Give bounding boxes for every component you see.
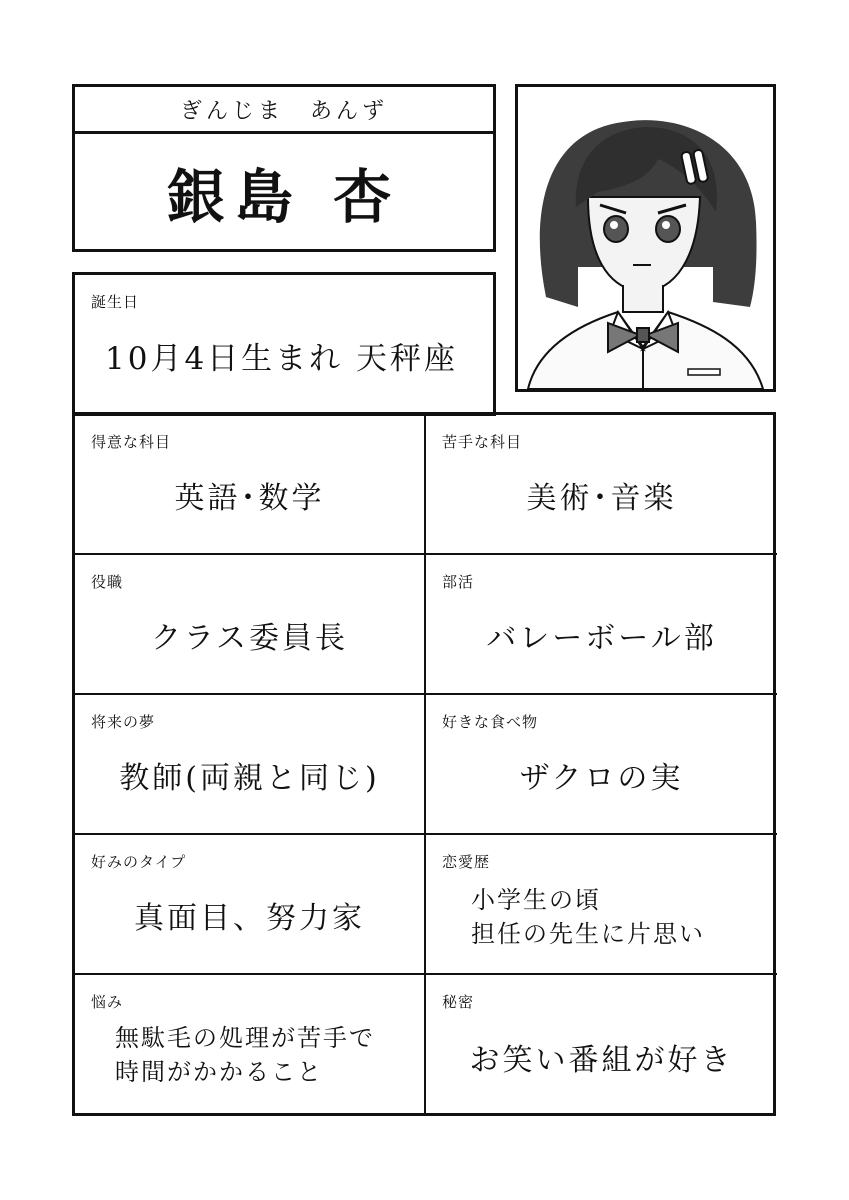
portrait-illustration (518, 87, 773, 389)
cell-value: 真面目、努力家 (134, 901, 365, 936)
cell-value: クラス委員長 (150, 621, 349, 656)
profile-cell-favorite-food (426, 695, 777, 835)
cell-label: 苦手な科目 (442, 433, 523, 451)
cell-label: 秘密 (442, 993, 475, 1011)
cell-value-line1: 無駄毛の処理が苦手で (115, 1024, 375, 1052)
profile-grid (72, 412, 776, 1116)
cell-label: 悩み (91, 993, 124, 1011)
cell-value: ザクロの実 (519, 761, 684, 796)
birthday-box (72, 272, 496, 416)
cell-label: 恋愛歴 (442, 853, 491, 871)
cell-label: 好みのタイプ (91, 853, 187, 871)
profile-cell-strong-subjects (75, 415, 426, 555)
profile-cell-weak-subjects (426, 415, 777, 555)
profile-cell-ideal-type (75, 835, 426, 975)
cell-label: 部活 (442, 573, 475, 591)
profile-cell-secret (426, 975, 777, 1115)
cell-label: 好きな食べ物 (442, 713, 539, 731)
cell-value: バレーボール部 (486, 621, 717, 656)
cell-value: 美術･音楽 (526, 481, 677, 516)
name-reading: ぎんじま あんず (72, 84, 496, 134)
cell-value-line1: 小学生の頃 (471, 886, 601, 914)
profile-cell-love-history (426, 835, 777, 975)
birthday-label: 誕生日 (91, 293, 140, 311)
profile-cell-club (426, 555, 777, 695)
cell-value: お笑い番組が好き (469, 1043, 734, 1078)
cell-label: 将来の夢 (91, 713, 156, 731)
profile-cell-worries (75, 975, 426, 1115)
cell-label: 役職 (91, 573, 124, 591)
profile-cell-role (75, 555, 426, 695)
cell-label: 得意な科目 (91, 433, 172, 451)
cell-value: 教師(両親と同じ) (119, 761, 380, 796)
cell-value-line2: 担任の先生に片思い (471, 920, 705, 948)
birthday-value: 10月4日生まれ 天秤座 (105, 341, 459, 377)
character-name: 銀島 杏 (72, 131, 496, 252)
character-portrait (515, 84, 776, 392)
cell-value: 英語･数学 (174, 481, 325, 516)
profile-cell-dream (75, 695, 426, 835)
cell-value-line2: 時間がかかること (115, 1058, 323, 1086)
